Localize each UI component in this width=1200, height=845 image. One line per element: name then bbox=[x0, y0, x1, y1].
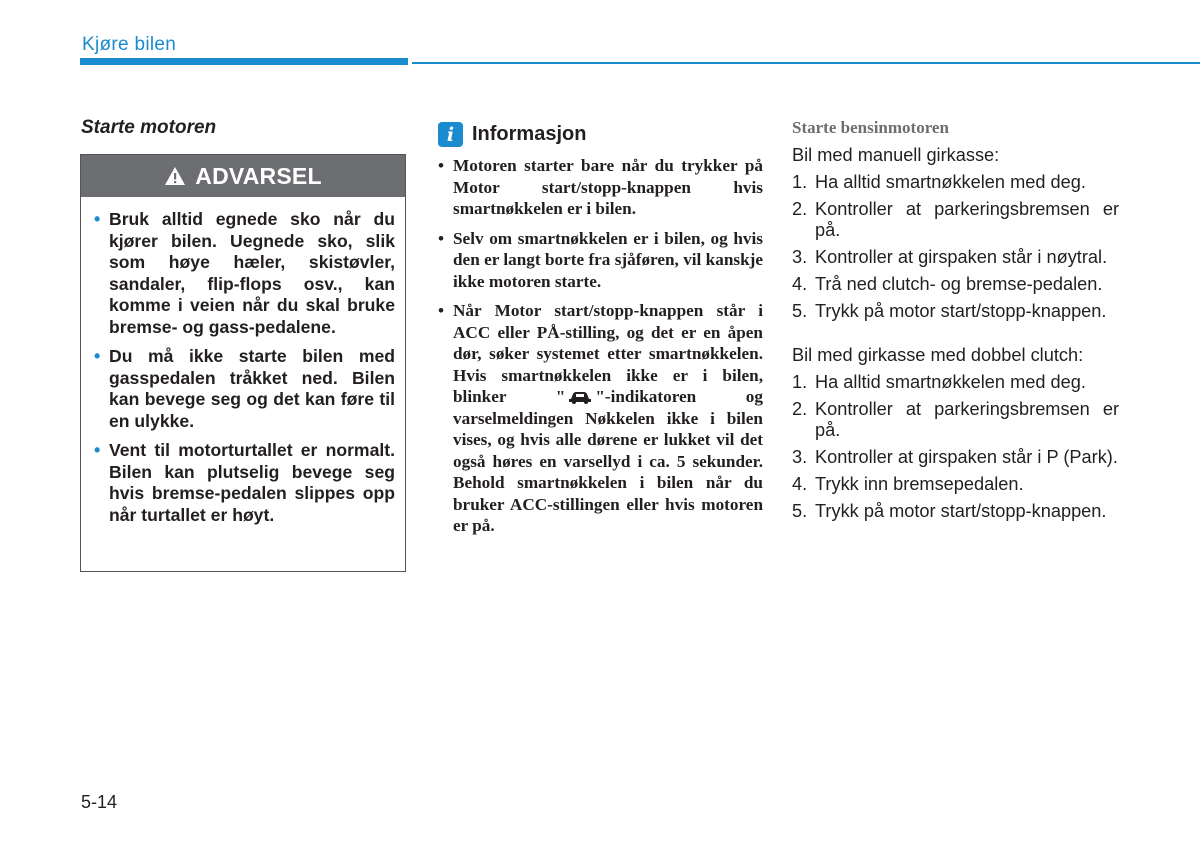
info-item: • Selv om smartnøkkelen er i bilen, og hvis den er langt borte fra sjåføren, vil kanskje ikke motoren starte. bbox=[438, 228, 763, 293]
step-text: Ha alltid smartnøkkelen med deg. bbox=[815, 172, 1086, 192]
page-number: 5-14 bbox=[81, 792, 118, 812]
warning-box bbox=[80, 154, 406, 572]
step-item bbox=[792, 274, 1119, 295]
step-text: Kontroller at girspaken står i nøytral. bbox=[815, 247, 1108, 267]
info-list bbox=[438, 155, 763, 545]
step-number: 2. bbox=[792, 399, 808, 419]
dct-steps bbox=[792, 372, 1119, 522]
step-text: Trå ned clutch- og bremse-pedalen. bbox=[815, 274, 1103, 294]
warning-triangle-icon bbox=[164, 166, 186, 186]
step-number: 4. bbox=[792, 274, 808, 294]
step-item bbox=[792, 399, 1119, 441]
header-rule-thick bbox=[80, 58, 408, 65]
dct-group bbox=[792, 345, 1119, 522]
step-text: Kontroller at girspaken står i P (Park). bbox=[815, 447, 1118, 467]
info-icon: i bbox=[438, 122, 463, 147]
info-item-key-indicator bbox=[438, 300, 763, 537]
step-item bbox=[792, 301, 1119, 322]
step-number: 2. bbox=[792, 199, 808, 219]
step-item bbox=[792, 372, 1119, 393]
step-item bbox=[792, 247, 1119, 268]
dct-intro: Bil med girkasse med dobbel clutch: bbox=[792, 345, 1084, 365]
step-number: 1. bbox=[792, 372, 808, 392]
step-item bbox=[792, 447, 1119, 468]
step-number: 4. bbox=[792, 474, 808, 494]
step-text: Trykk inn bremsepedalen. bbox=[815, 474, 1024, 494]
info-item-text-after: "-indikatoren og varselmeldingen Nøkkelen ikke i bilen vises, og hvis alle dørene er lukket vil det også høres en varsellyd i ca. 5 sekunder. Behold smartnøkkelen i bilen når du bruker ACC-stillingen eller hvis motoren er på. bbox=[453, 387, 763, 535]
gasoline-title: Starte bensinmotoren bbox=[792, 118, 949, 137]
step-number: 3. bbox=[792, 447, 808, 467]
warning-item: • Vent til motorturtallet er normalt. Bilen kan plutselig bevege seg hvis bremse-pedalen slippes opp når turtallet er høyt. bbox=[95, 440, 395, 526]
manual-intro: Bil med manuell girkasse: bbox=[792, 145, 1000, 165]
chapter-title: Kjøre bilen bbox=[82, 34, 177, 55]
step-item bbox=[792, 199, 1119, 241]
warning-list bbox=[81, 197, 405, 526]
info-item: • Motoren starter bare når du trykker på Motor start/stopp-knappen hvis smartnøkkelen er i bilen. bbox=[438, 155, 763, 220]
warning-item: • Bruk alltid egnede sko når du kjører bilen. Uegnede sko, slik som høye hæler, skistøvler, sandaler, flip-flops osv., kan komme i veien når du skal bruke bremse- og gass-pedalene. bbox=[95, 209, 395, 338]
step-item bbox=[792, 474, 1119, 495]
step-text: Trykk på motor start/stopp-knappen. bbox=[815, 501, 1107, 521]
step-text: Kontroller at parkeringsbremsen er på. bbox=[815, 199, 1119, 240]
gasoline-start-section bbox=[792, 118, 1119, 528]
manual-steps bbox=[792, 172, 1119, 322]
warning-title: ADVARSEL bbox=[195, 162, 322, 189]
warning-header bbox=[81, 155, 405, 197]
step-item bbox=[792, 501, 1119, 522]
header-rule-thin bbox=[412, 62, 1200, 64]
step-number: 5. bbox=[792, 301, 808, 321]
smart-key-indicator-icon bbox=[567, 390, 593, 404]
section-heading: Starte motoren bbox=[81, 117, 217, 138]
step-item bbox=[792, 172, 1119, 193]
step-text: Trykk på motor start/stopp-knappen. bbox=[815, 301, 1107, 321]
info-title: Informasjon bbox=[472, 123, 587, 145]
step-text: Kontroller at parkeringsbremsen er på. bbox=[815, 399, 1119, 440]
step-number: 3. bbox=[792, 247, 808, 267]
warning-item: • Du må ikke starte bilen med gasspedalen tråkket ned. Bilen kan bevege seg og det kan føre til en ulykke. bbox=[95, 346, 395, 432]
manual-group bbox=[792, 145, 1119, 322]
info-heading bbox=[438, 122, 586, 147]
step-text: Ha alltid smartnøkkelen med deg. bbox=[815, 372, 1086, 392]
info-item-text-before: Når Motor start/stopp-knappen står i ACC eller PÅ-stilling, og det er en åpen dør, søker systemet etter smartnøkkelen. Hvis smartnøkkelen ikke er i bilen, blinker " bbox=[453, 301, 763, 406]
step-number: 1. bbox=[792, 172, 808, 192]
step-number: 5. bbox=[792, 501, 808, 521]
